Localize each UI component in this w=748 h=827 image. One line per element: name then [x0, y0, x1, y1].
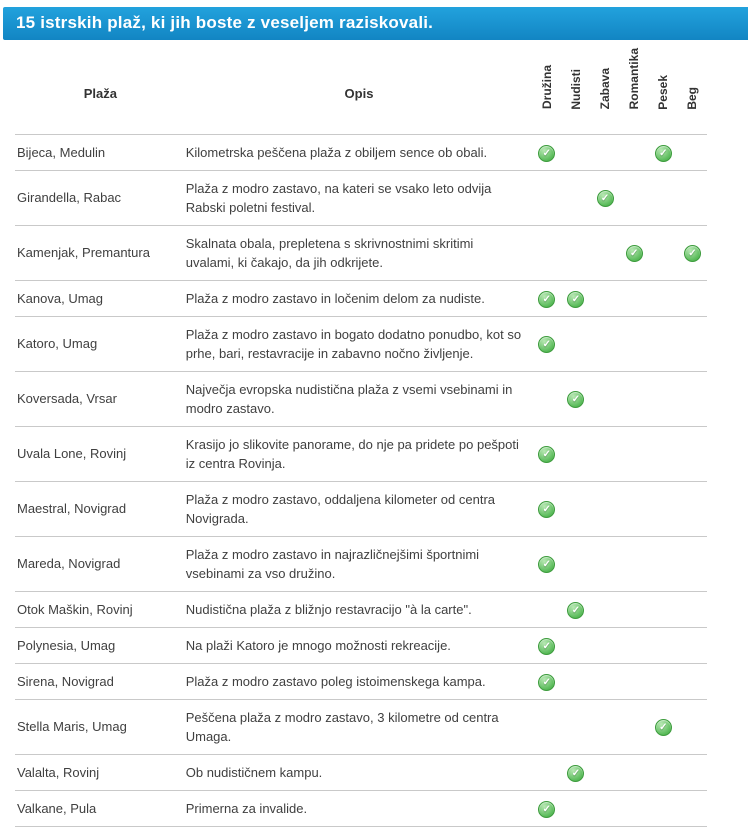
- column-header-beg: [678, 40, 707, 134]
- feature-cell-zabava: [590, 134, 619, 170]
- feature-cell-nudisti: [561, 699, 590, 754]
- feature-cell-beg: [678, 316, 707, 371]
- feature-cell-romantika: [620, 536, 649, 591]
- beach-name: Valalta, Rovinj: [15, 754, 186, 790]
- check-icon: [538, 446, 555, 463]
- check-glyph: ✓: [659, 147, 668, 159]
- feature-cell-nudisti: [561, 134, 590, 170]
- feature-cell-pesek: [649, 371, 678, 426]
- feature-cell-druzina: [532, 790, 561, 826]
- feature-cell-nudisti: [561, 426, 590, 481]
- feature-cell-beg: [678, 790, 707, 826]
- column-header-druzina: [532, 40, 561, 134]
- beach-name: Sirena, Novigrad: [15, 663, 186, 699]
- feature-column-label: Beg: [685, 86, 700, 110]
- feature-cell-romantika: [620, 699, 649, 754]
- beaches-table: [15, 40, 707, 827]
- check-glyph: ✓: [542, 559, 551, 571]
- beach-name: Bijeca, Medulin: [15, 134, 186, 170]
- feature-cell-beg: [678, 280, 707, 316]
- feature-cell-pesek: [649, 225, 678, 280]
- feature-cell-zabava: [590, 426, 619, 481]
- beach-description: Največja evropska nudistična plaža z vsemi vsebinami in modro zastavo.: [186, 371, 533, 426]
- check-icon: [655, 145, 672, 162]
- feature-column-label: Pesek: [656, 74, 671, 110]
- feature-cell-beg: [678, 754, 707, 790]
- feature-cell-druzina: [532, 754, 561, 790]
- check-glyph: ✓: [571, 604, 581, 616]
- check-glyph: ✓: [542, 293, 551, 305]
- feature-cell-romantika: [620, 754, 649, 790]
- feature-cell-beg: [678, 627, 707, 663]
- check-glyph: ✓: [542, 449, 551, 461]
- check-icon: [538, 336, 555, 353]
- table-row: [15, 790, 707, 826]
- check-glyph: ✓: [542, 640, 551, 652]
- check-glyph: ✓: [571, 767, 581, 779]
- feature-cell-romantika: [620, 225, 649, 280]
- beach-description: Primerna za invalide.: [186, 790, 533, 826]
- check-glyph: ✓: [571, 293, 581, 305]
- feature-cell-beg: [678, 134, 707, 170]
- feature-cell-druzina: [532, 316, 561, 371]
- check-icon: [655, 719, 672, 736]
- feature-column-label: Nudisti: [568, 68, 583, 110]
- feature-cell-pesek: [649, 280, 678, 316]
- feature-cell-pesek: [649, 134, 678, 170]
- beach-description: Kilometrska peščena plaža z obiljem sence ob obali.: [186, 134, 533, 170]
- feature-cell-romantika: [620, 134, 649, 170]
- feature-cell-druzina: [532, 536, 561, 591]
- feature-column-label: Družina: [539, 65, 554, 110]
- beach-name: Maestral, Novigrad: [15, 481, 186, 536]
- feature-cell-zabava: [590, 591, 619, 627]
- check-icon: [567, 291, 584, 308]
- feature-cell-romantika: [620, 426, 649, 481]
- table-header: [15, 40, 707, 134]
- feature-cell-pesek: [649, 536, 678, 591]
- feature-cell-zabava: [590, 170, 619, 225]
- beach-name: Kanova, Umag: [15, 280, 186, 316]
- feature-cell-romantika: [620, 371, 649, 426]
- feature-cell-nudisti: [561, 170, 590, 225]
- feature-cell-zabava: [590, 790, 619, 826]
- feature-cell-nudisti: [561, 591, 590, 627]
- beach-description: Plaža z modro zastavo, na kateri se vsako leto odvija Rabski poletni festival.: [186, 170, 533, 225]
- table-row: [15, 536, 707, 591]
- table-body: [15, 134, 707, 826]
- feature-cell-romantika: [620, 627, 649, 663]
- beach-name: Girandella, Rabac: [15, 170, 186, 225]
- feature-cell-nudisti: [561, 280, 590, 316]
- table-row: [15, 591, 707, 627]
- feature-cell-nudisti: [561, 481, 590, 536]
- feature-cell-beg: [678, 225, 707, 280]
- feature-cell-romantika: [620, 481, 649, 536]
- feature-cell-pesek: [649, 754, 678, 790]
- feature-cell-beg: [678, 663, 707, 699]
- feature-cell-nudisti: [561, 663, 590, 699]
- feature-cell-beg: [678, 699, 707, 754]
- beach-name: Polynesia, Umag: [15, 627, 186, 663]
- feature-cell-zabava: [590, 371, 619, 426]
- feature-column-label: Zabava: [598, 68, 613, 110]
- feature-cell-beg: [678, 591, 707, 627]
- feature-cell-druzina: [532, 371, 561, 426]
- beach-description: Plaža z modro zastavo, oddaljena kilometer od centra Novigrada.: [186, 481, 533, 536]
- feature-cell-druzina: [532, 225, 561, 280]
- beach-name: Otok Maškin, Rovinj: [15, 591, 186, 627]
- beach-description: Plaža z modro zastavo in najrazličnejšimi športnimi vsebinami za vso družino.: [186, 536, 533, 591]
- feature-cell-nudisti: [561, 790, 590, 826]
- feature-cell-pesek: [649, 591, 678, 627]
- feature-cell-zabava: [590, 225, 619, 280]
- beach-name: Kamenjak, Premantura: [15, 225, 186, 280]
- feature-cell-nudisti: [561, 316, 590, 371]
- feature-cell-druzina: [532, 481, 561, 536]
- check-glyph: ✓: [659, 722, 668, 734]
- beach-description: Krasijo jo slikovite panorame, do nje pa pridete po pešpoti iz centra Rovinja.: [186, 426, 533, 481]
- check-glyph: ✓: [571, 394, 581, 406]
- check-icon: [684, 245, 701, 262]
- feature-cell-druzina: [532, 627, 561, 663]
- column-header-description: Opis: [186, 40, 533, 134]
- table-row: [15, 699, 707, 754]
- feature-cell-pesek: [649, 481, 678, 536]
- check-glyph: ✓: [542, 803, 551, 815]
- feature-column-label: Romantika: [627, 48, 642, 110]
- column-header-beach: Plaža: [15, 40, 186, 134]
- column-header-row: [15, 40, 707, 134]
- check-glyph: ✓: [542, 676, 551, 688]
- table-row: [15, 170, 707, 225]
- feature-cell-druzina: [532, 663, 561, 699]
- feature-cell-zabava: [590, 280, 619, 316]
- feature-cell-beg: [678, 481, 707, 536]
- table-row: [15, 426, 707, 481]
- check-icon: [567, 765, 584, 782]
- check-icon: [538, 638, 555, 655]
- feature-cell-pesek: [649, 699, 678, 754]
- beach-name: Koversada, Vrsar: [15, 371, 186, 426]
- feature-cell-romantika: [620, 316, 649, 371]
- feature-cell-romantika: [620, 790, 649, 826]
- beach-description: Plaža z modro zastavo in ločenim delom za nudiste.: [186, 280, 533, 316]
- beach-description: Plaža z modro zastavo in bogato dodatno ponudbo, kot so prhe, bari, restavracije in zabavno nočno življenje.: [186, 316, 533, 371]
- column-header-romantika: [620, 40, 649, 134]
- check-icon: [538, 801, 555, 818]
- feature-cell-druzina: [532, 699, 561, 754]
- feature-cell-druzina: [532, 591, 561, 627]
- table-row: [15, 134, 707, 170]
- check-icon: [567, 602, 584, 619]
- check-icon: [538, 556, 555, 573]
- feature-cell-romantika: [620, 170, 649, 225]
- feature-cell-pesek: [649, 170, 678, 225]
- beach-name: Valkane, Pula: [15, 790, 186, 826]
- beach-name: Katoro, Umag: [15, 316, 186, 371]
- feature-cell-druzina: [532, 426, 561, 481]
- page-title: 15 istrskih plaž, ki jih boste z veseljem raziskovali.: [3, 7, 748, 40]
- feature-cell-pesek: [649, 663, 678, 699]
- check-glyph: ✓: [542, 504, 551, 516]
- beach-description: Plaža z modro zastavo poleg istoimenskega kampa.: [186, 663, 533, 699]
- check-glyph: ✓: [688, 248, 697, 260]
- table-row: [15, 280, 707, 316]
- feature-cell-druzina: [532, 280, 561, 316]
- feature-cell-zabava: [590, 536, 619, 591]
- table-row: [15, 371, 707, 426]
- beach-description: Na plaži Katoro je mnogo možnosti rekreacije.: [186, 627, 533, 663]
- feature-cell-romantika: [620, 280, 649, 316]
- feature-cell-pesek: [649, 426, 678, 481]
- feature-cell-zabava: [590, 316, 619, 371]
- feature-cell-zabava: [590, 481, 619, 536]
- table-row: [15, 225, 707, 280]
- beach-name: Mareda, Novigrad: [15, 536, 186, 591]
- table-row: [15, 754, 707, 790]
- feature-cell-nudisti: [561, 754, 590, 790]
- check-glyph: ✓: [600, 193, 610, 205]
- feature-cell-beg: [678, 371, 707, 426]
- feature-cell-zabava: [590, 627, 619, 663]
- check-icon: [538, 674, 555, 691]
- beach-description: Peščena plaža z modro zastavo, 3 kilometre od centra Umaga.: [186, 699, 533, 754]
- feature-cell-nudisti: [561, 371, 590, 426]
- table-row: [15, 627, 707, 663]
- column-header-zabava: [590, 40, 619, 134]
- feature-cell-zabava: [590, 663, 619, 699]
- feature-cell-beg: [678, 426, 707, 481]
- feature-cell-beg: [678, 170, 707, 225]
- feature-cell-pesek: [649, 790, 678, 826]
- feature-cell-beg: [678, 536, 707, 591]
- check-icon: [626, 245, 643, 262]
- check-icon: [597, 190, 614, 207]
- beach-description: Nudistična plaža z bližnjo restavracijo "à la carte".: [186, 591, 533, 627]
- check-icon: [538, 291, 555, 308]
- table-row: [15, 481, 707, 536]
- feature-cell-druzina: [532, 170, 561, 225]
- beach-description: Skalnata obala, prepletena s skrivnostnimi skritimi uvalami, ki čakajo, da jih odkrijete.: [186, 225, 533, 280]
- feature-cell-nudisti: [561, 536, 590, 591]
- check-glyph: ✓: [542, 147, 551, 159]
- check-glyph: ✓: [542, 339, 551, 351]
- feature-cell-pesek: [649, 627, 678, 663]
- feature-cell-zabava: [590, 699, 619, 754]
- beach-name: Uvala Lone, Rovinj: [15, 426, 186, 481]
- table-row: [15, 663, 707, 699]
- feature-cell-nudisti: [561, 225, 590, 280]
- check-icon: [538, 145, 555, 162]
- table-row: [15, 316, 707, 371]
- feature-cell-romantika: [620, 591, 649, 627]
- feature-cell-nudisti: [561, 627, 590, 663]
- beach-description: Ob nudističnem kampu.: [186, 754, 533, 790]
- check-glyph: ✓: [629, 248, 639, 260]
- feature-cell-druzina: [532, 134, 561, 170]
- check-icon: [538, 501, 555, 518]
- beach-name: Stella Maris, Umag: [15, 699, 186, 754]
- feature-cell-pesek: [649, 316, 678, 371]
- column-header-pesek: [649, 40, 678, 134]
- column-header-nudisti: [561, 40, 590, 134]
- check-icon: [567, 391, 584, 408]
- feature-cell-zabava: [590, 754, 619, 790]
- feature-cell-romantika: [620, 663, 649, 699]
